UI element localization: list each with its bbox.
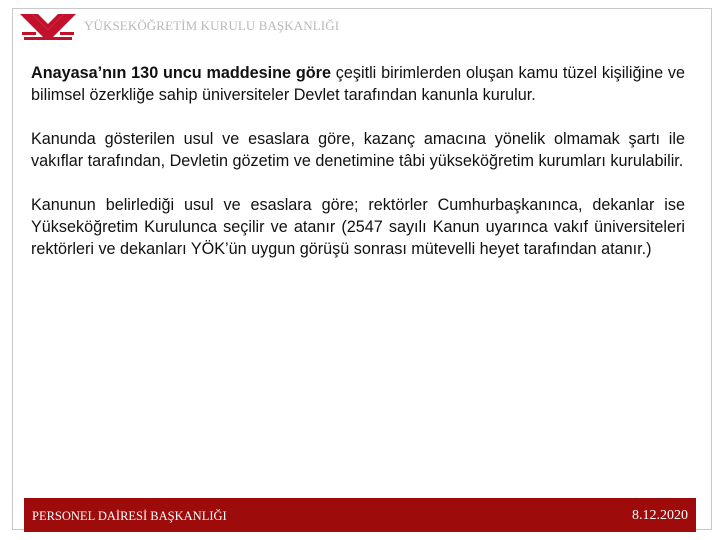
yok-logo-icon: [18, 12, 78, 42]
header-title: YÜKSEKÖĞRETİM KURULU BAŞKANLIĞI: [84, 18, 340, 33]
footer-date: 8.12.2020: [632, 508, 688, 523]
paragraph-1-text: çeşitli birimlerden oluşan kamu tüzel kişiliğine ve bilimsel özerkliğe sahip üniversiteler Devlet tarafından kanunla kurulur.: [31, 64, 686, 104]
content-body: [31, 62, 685, 282]
paragraph-2: Kanunda gösterilen usul ve esaslara göre, kazanç amacına yönelik olmamak şartı ile vakıflar tarafından, Devletin gözetim ve denetimine tâbi yükseköğretim kurumları kurulabilir.: [31, 130, 685, 170]
footer-bar: [24, 498, 696, 532]
paragraph-3: Kanunun belirlediği usul ve esaslara göre; rektörler Cumhurbaşkanınca, dekanlar ise Yükseköğretim Kurulunca seçilir ve atanır (2547 sayılı Kanun uyarınca vakıf üniversiteleri rektörleri ve dekanları YÖK’ün uygun görüşü sonrası mütevelli heyet tarafından atanır.): [31, 196, 685, 258]
footer-department: PERSONEL DAİRESİ BAŞKANLIĞI: [32, 509, 227, 523]
paragraph-1: [31, 62, 685, 106]
paragraph-1-bold-lead: Anayasa’nın 130 uncu maddesine göre: [31, 64, 331, 82]
